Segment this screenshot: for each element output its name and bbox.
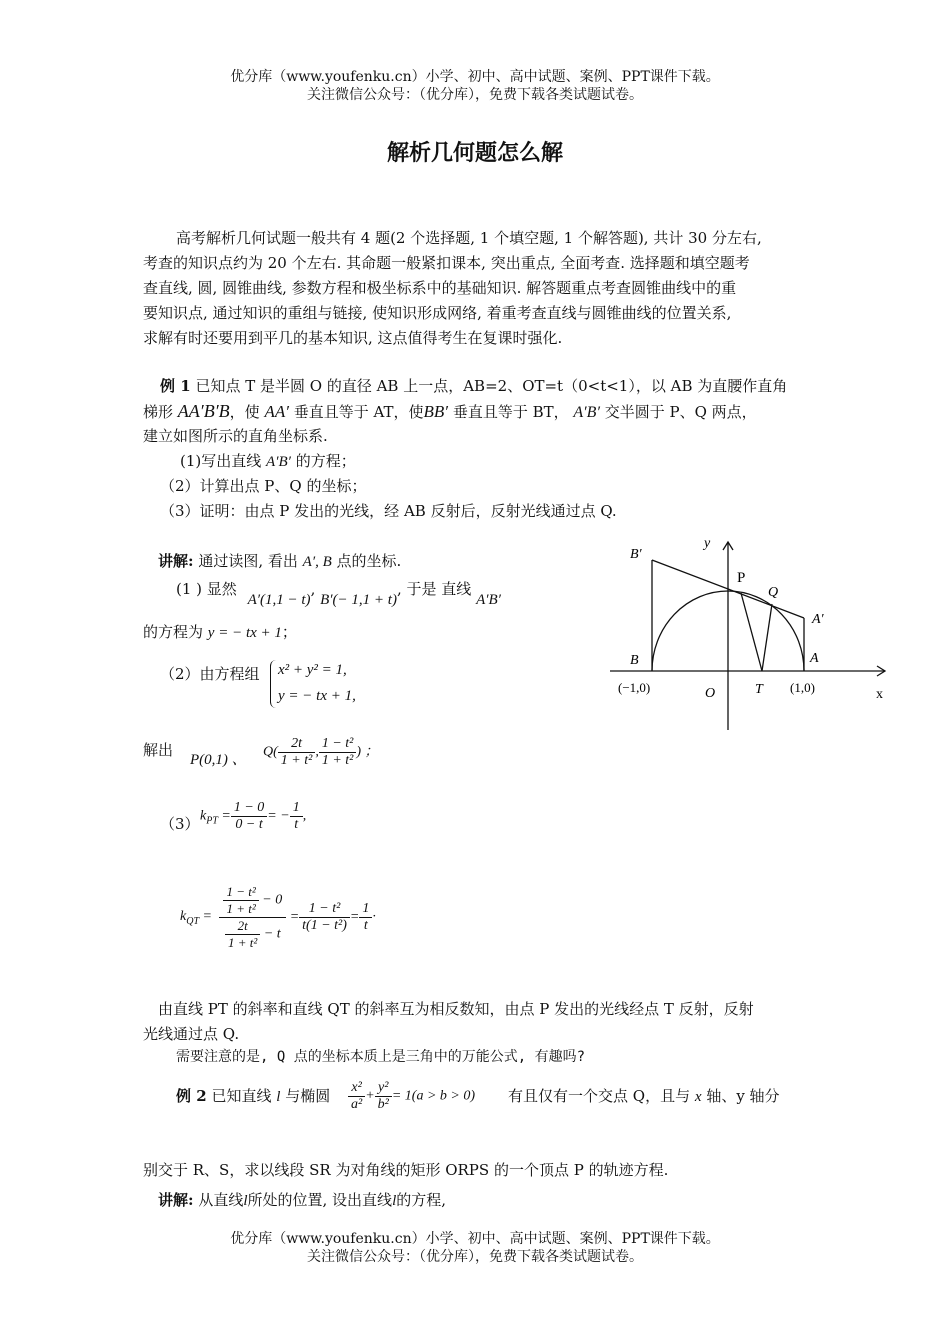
slope-qt-sub: QT [186,915,200,927]
big-den-bottom: 1 + t² [228,935,258,950]
ex1-text-2e: 交半圆于 P、Q 两点， [604,403,757,421]
ex1-trapezoid: AA′B′B [177,401,230,421]
slope-pt-num: 1 − 0 [231,800,267,817]
sol1-solve-label: 解出 [143,741,174,759]
point-q-open: Q( [263,744,278,760]
ex1-q1 [180,449,356,475]
page-header-line1: 优分库（www.youfenku.cn）小学、初中、高中试题、案例、PPT课件下载。 [230,69,720,85]
ex2-sol-c: 的方程, [396,1191,447,1209]
sol1-coord-b: B′(− 1,1 + t) [320,592,397,608]
sol1-conclusion-1: 由直线 PT 的斜率和直线 QT 的斜率互为相反数知，由点 P 发出的光线经点 T 反射，反射 [158,1000,754,1018]
ex2-sol-l2: l [392,1193,397,1209]
page-footer-line2: 关注微信公众号：（优分库），免费下载各类试题试卷。 [307,1249,643,1265]
ex1-q2: （2）计算出点 P、Q 的坐标； [160,477,367,495]
ex1-seg-bb: BB′ [423,402,449,421]
system-eq-2: y = − tx + 1, [278,688,356,704]
sol1-note: 需要注意的是, Q 点的坐标本质上是三角中的万能公式, 有趣吗? [176,1049,585,1065]
page-title: 解析几何题怎么解 [386,140,563,166]
slope-qt: $k_{QT}$ = $\frac{\text{1 − t²}}{\text{1 + t²}}$ − 0 $\frac{2t}{\text{1 + t²}}$ − t = $\frac{\text{1 − t²}}{\text{t(1 − t²)}}$ = $\frac{1}{t}$ · [180,884,376,950]
sol1-step1: (1 ) 显然 A′(1,1 − t), B′(− 1,1 + t), 于是 直线 A′B′ [176,580,501,608]
point-q-close: ) [356,744,362,760]
sol1-conclusion-2: 光线通过点 Q. [143,1025,240,1043]
system-eq-1: x² + y² = 1, [278,662,347,678]
label-y: y [704,536,711,551]
ex1-q1-text-b: 的方程； [295,452,356,470]
label-b-prime: B′ [630,547,642,562]
ex1-text-2d: 垂直且等于 BT， [452,403,569,421]
big-num-bottom: 1 + t² [226,901,256,916]
ex1-q1-text-a: (1)写出直线 [180,452,262,470]
ellipse-a2: a² [351,1097,363,1112]
label-p: P [737,570,746,586]
system-brace [270,660,277,708]
sol1-points: A′, B [302,554,332,570]
sol1-intro [158,549,401,575]
ex2-line-2: 别交于 R、S，求以线段 SR 为对角线的矩形 ORPS 的一个顶点 P 的轨迹方程. [143,1161,669,1179]
ex2-sol-a: 从直线 [198,1191,244,1209]
ellipse-b2: b² [377,1097,389,1112]
sol1-line-eq: y = − tx + 1 [207,625,282,641]
sol1-step1-text-d: ； [281,623,297,641]
label-o: O [705,686,716,701]
ex1-line-2 [143,399,757,425]
point-p: P(0,1) 、 [190,752,247,768]
ex1-q3: （3）证明：由点 P 发出的光线，经 AB 反射后，反射光线通过点 Q. [160,502,617,520]
ex1-seg-aa: AA′ [264,402,289,421]
sol1-step3-label: （3） [160,815,200,833]
q-x-den: 1 + t² [280,753,313,768]
ex1-seg-ab: A′B′ [573,404,600,421]
slope-pt-res-num: 1 [290,800,303,817]
q-y-num: 1 − t² [319,736,357,753]
ex1-q1-line: A′B′ [266,454,291,470]
ex2-line-1-tail [508,1084,780,1110]
sol1-label: 讲解: [158,552,194,570]
big-den-top: 2t [225,918,260,935]
ex2-label: 例 2 [176,1087,207,1105]
ellipse-cond: = 1(a > b > 0) [391,1088,476,1104]
ex2-text-a: 已知直线 [211,1087,272,1105]
big-num-minus: − 0 [262,892,283,908]
ex2-line-l: l [276,1089,281,1105]
label-neg-one: (−1,0) [618,680,651,695]
ellipse-eq: $\frac{\text{x²}}{\text{a²}}$ + $\frac{\text{y²}}{\text{b²}}$ = 1(a > b > 0) [348,1080,475,1113]
label-pos-one: (1,0) [790,680,815,695]
sol1-step2-label: （2）由方程组 [160,665,260,683]
page-footer-line1: 优分库（www.youfenku.cn）小学、初中、高中试题、案例、PPT课件下载。 [230,1231,720,1247]
sol1-coord-a: A′(1,1 − t) [247,592,311,608]
slope-pt-den: 0 − t [235,817,263,832]
ellipse-x2: x² [348,1080,365,1097]
sol1-step1-text-a: (1 ) 显然 [176,580,237,598]
label-q: Q [768,585,779,600]
geometry-figure [600,530,900,740]
label-x: x [876,687,883,702]
page-header-line2: 关注微信公众号：（优分库），免费下载各类试题试卷。 [307,87,643,103]
segment-pt [741,593,762,671]
ex2-sol-l1: l [243,1193,248,1209]
ex1-line-1 [160,374,787,399]
ex1-text-2c: 垂直且等于 AT，使 [293,403,424,421]
ex1-text-2a: 梯形 [143,403,174,421]
sol1-line-name: A′B′ [476,592,501,608]
slope-pt-sub: PT [206,815,218,827]
ex2-sol-b: 所处的位置, 设出直线 [247,1191,393,1209]
segment-qt [762,604,772,671]
slope-qt-end-num: 1 [359,901,372,918]
big-num-top: 1 − t² [223,884,258,901]
slope-pt-k: k [200,808,207,824]
sol1-intro-text: 通过读图, 看出 [198,552,298,570]
slope-qt-end-den: t [363,918,368,933]
point-p-text: P(0,1) [190,752,228,768]
slope-qt-k: k [180,908,187,924]
ex2-solution [158,1188,446,1214]
intro-line-3: 查直线, 圆, 圆锥曲线, 参数方程和极坐标系中的基础知识. 解答题重点考查圆锥曲线中的重 [143,279,737,297]
ex2-x: x [694,1089,702,1105]
ex1-line-3: 建立如图所示的直角坐标系. [143,427,328,445]
slope-qt-mid-den: t(1 − t²) [302,918,347,933]
ex2-sol-label: 讲解: [158,1191,194,1209]
q-y-den: 1 + t² [321,753,354,768]
ex2-text-c: 有且仅有一个交点 Q，且与 [508,1087,691,1105]
ex2-text-d: 轴、y 轴分 [706,1087,780,1105]
label-a-prime: A′ [812,612,824,627]
slope-pt: $k_{PT}$ = $\frac{1 - 0}{0 - t}$ = − $\frac{1}{t}$ , [200,800,307,832]
ex1-text-1: 已知点 T 是半圆 O 的直径 AB 上一点，AB=2、OT=t（0<t<1），以 AB 为直腰作直角 [195,377,788,395]
sol1-intro-text-2: 点的坐标. [336,552,402,570]
intro-line-2: 考查的知识点约为 20 个左右. 其命题一般紧扣课本, 突出重点, 全面考查. 选择题和填空题考 [143,254,750,272]
point-q: Q( $\frac{2t}{\text{1 + t²}}$ , $\frac{\text{1 − t²}}{\text{1 + t²}}$ ) ； [263,736,379,768]
ex1-text-2b: ，使 [229,403,260,421]
sol1-line-eq-row [143,620,297,646]
intro-line-1: 高考解析几何试题一般共有 4 题(2 个选择题, 1 个填空题, 1 个解答题), 共计 30 分左右, [176,229,762,247]
intro-line-4: 要知识点, 通过知识的重组与链接, 使知识形成网络, 着重考查直线与圆锥曲线的位置关系, [143,304,732,322]
intro-line-5: 求解有时还要用到平几的基本知识, 这点值得考生在复课时强化. [143,329,563,347]
label-t: T [755,682,763,697]
ex1-label: 例 1 [160,377,191,395]
label-b: B [630,653,639,668]
slope-pt-res-den: t [294,817,299,832]
q-x-num: 2t [278,736,316,753]
ex2-text-b: 与椭圆 [285,1087,331,1105]
sol1-step1-text-b: 于是 直线 [406,580,472,598]
label-a: A [810,651,819,666]
sol1-step1-text-c: 的方程为 [143,623,204,641]
ellipse-y2: y² [375,1080,392,1097]
slope-qt-mid-num: 1 − t² [299,901,350,918]
ex2-line-1 [176,1084,330,1110]
big-den-minus: − t [263,926,281,942]
